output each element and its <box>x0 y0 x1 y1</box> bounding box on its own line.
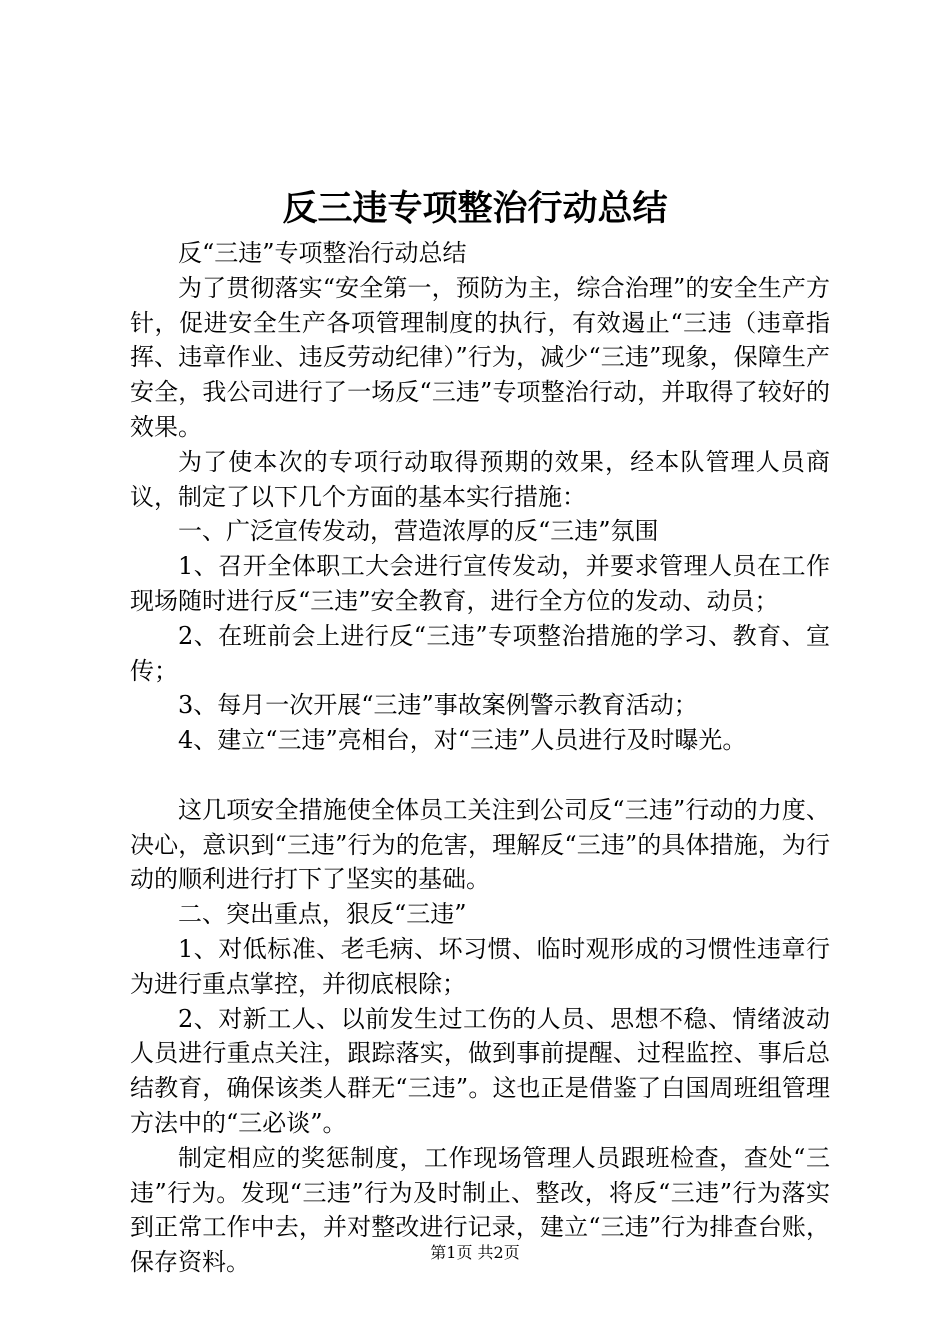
list-item-1-2: 2、在班前会上进行反“三违”专项整治措施的学习、教育、宣传； <box>130 621 830 685</box>
paragraph-rewards: 制定相应的奖惩制度，工作现场管理人员跟班检查，查处“三违”行为。发现“三违”行为及时制止、整改，将反“三违”行为落实到正常工作中去，并对整改进行记录，建立“三违”行为排查台账，保存资料。 <box>130 1143 830 1277</box>
list-item-2-2: 2、对新工人、以前发生过工伤的人员、思想不稳、情绪波动人员进行重点关注，跟踪落实，做到事前提醒、过程监控、事后总结教育，确保该类人群无“三违”。这也正是借鉴了白国周班组管理方法中的“三必谈”。 <box>130 1004 830 1137</box>
section-heading-1: 一、广泛宣传发动，营造浓厚的反“三违”氛围 <box>178 517 659 546</box>
paragraph-purpose: 为了使本次的专项行动取得预期的效果，经本队管理人员商议，制定了以下几个方面的基本实行措施： <box>130 447 830 511</box>
document-body <box>130 236 830 1280</box>
paragraph-subtitle: 反“三违”专项整治行动总结 <box>178 239 467 267</box>
paragraph-intro: 为了贯彻落实“安全第一，预防为主，综合治理”的安全生产方针，促进安全生产各项管理制度的执行，有效遏止“三违（违章指挥、违章作业、违反劳动纪律）”行为，减少“三违”现象，保障生产安全，我公司进行了一场反“三违”专项整治行动，并取得了较好的效果。 <box>130 273 830 441</box>
section-heading-2: 二、突出重点，狠反“三违” <box>178 900 467 929</box>
document-title: 反三违专项整治行动总结 <box>282 189 668 229</box>
page-footer: 第1页 共2页 <box>430 1243 520 1262</box>
list-item-1-3: 3、每月一次开展“三违”事故案例警示教育活动； <box>178 691 698 720</box>
list-item-1-4: 4、建立“三违”亮相台，对“三违”人员进行及时曝光。 <box>178 726 747 755</box>
paragraph-effect: 这几项安全措施使全体员工关注到公司反“三违”行动的力度、决心，意识到“三违”行为的危害，理解反“三违”的具体措施，为行动的顺利进行打下了坚实的基础。 <box>130 795 830 894</box>
list-item-2-1: 1、对低标准、老毛病、坏习惯、临时观形成的习惯性违章行为进行重点掌控，并彻底根除； <box>130 934 830 998</box>
list-item-1-1: 1、召开全体职工大会进行宣传发动，并要求管理人员在工作现场随时进行反“三违”安全教育，进行全方位的发动、动员； <box>130 552 830 615</box>
